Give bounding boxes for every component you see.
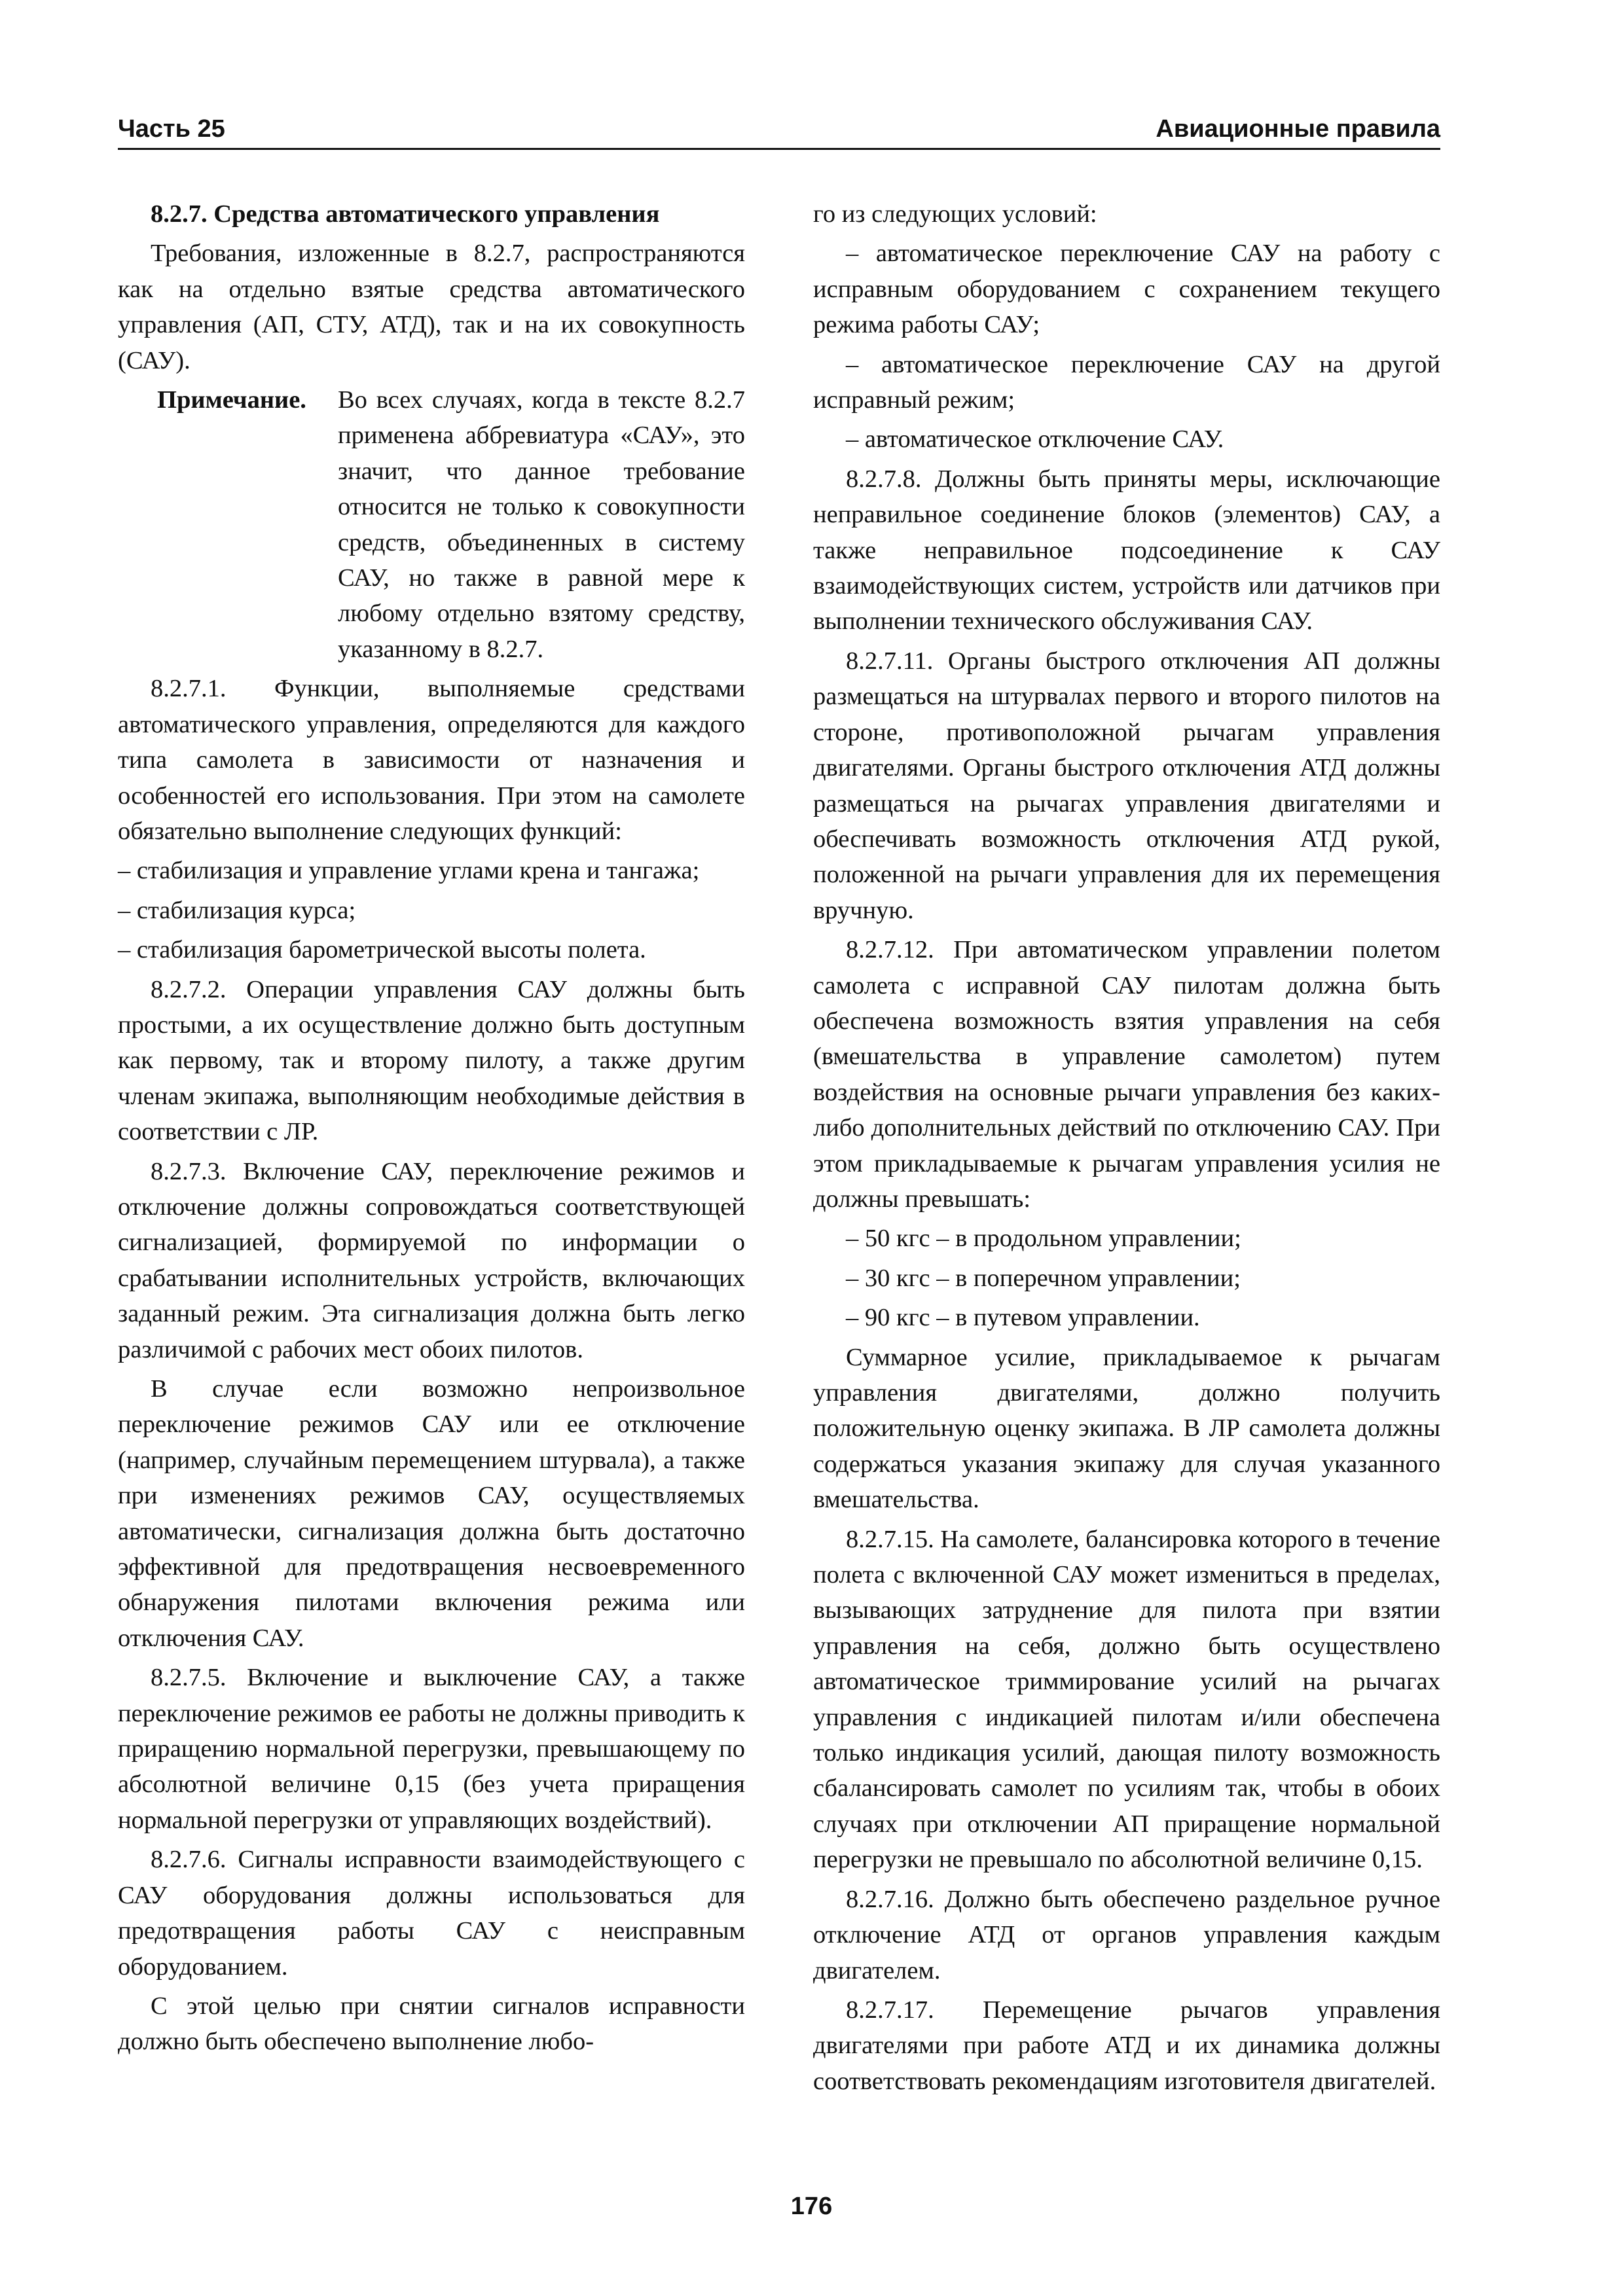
paragraph: го из следующих условий: [813, 200, 1097, 228]
paragraph: 8.2.7.11. Органы быстрого отключения АП должны размещаться на штурвалах первого и второго пилотов на стороне, противоположной рычагам управления двигателями. Органы быстрого отключения АТД должны размещаться на рычагах управления двигателями и обеспечивать возможность отключения АТД рукой, положенной на рычаги управления для их перемещения вручную. [813, 647, 1440, 924]
paragraph: 8.2.7.12. При автоматическом управлении полетом самолета с исправной САУ пилотам должна быть обеспечена возможность взятия управления на себя (вмешательства в управление самолетом) путем воздействия на основные рычаги управления без каких-либо дополнительных действий по отключению САУ. При этом прикладываемые к рычагам управления усилия не должны превышать: [813, 936, 1440, 1213]
page-number: 176 [790, 2193, 833, 2220]
paragraph: 8.2.7.5. Включение и выключение САУ, а также переключение режимов ее работы не должны приводить к приращению нормальной перегрузки, превышающему по абсолютной величине 0,15 (без учета приращения нормальной перегрузки от управляющих воздействий). [118, 1664, 745, 1834]
paragraph: 8.2.7.17. Перемещение рычагов управления двигателями при работе АТД и их динамика должны соответствовать рекомендациям изготовителя двигателей. [813, 1996, 1440, 2095]
paragraph: 8.2.7.2. Операции управления САУ должны быть простыми, а их осуществление должно быть доступным как первому, так и второму пилоту, а также другим членам экипажа, выполняющим необходимые действия в соответствии с ЛР. [118, 975, 745, 1146]
left-column [118, 196, 745, 2064]
list-item: – автоматическое переключение САУ на работу с исправным оборудованием с сохранением текущего режима работы САУ; [813, 240, 1440, 339]
list-item: – автоматическое отключение САУ. [846, 425, 1224, 454]
paragraph: Суммарное усилие, прикладываемое к рычагам управления двигателями, должно получить положительную оценку экипажа. В ЛР самолета должны содержаться указания экипажу для случая указанного вмешательства. [813, 1343, 1440, 1514]
paragraph: Требования, изложенные в 8.2.7, распространяются как на отдельно взятые средства автоматического управления (АП, СТУ, АТД), так и на их совокупность (САУ). [118, 240, 745, 374]
paragraph: 8.2.7.3. Включение САУ, переключение режимов и отключение должны сопровождаться соответствующей сигнализацией, формируемой по информации о срабатывании исполнительных устройств, включающих заданный режим. Эта сигнализация должна быть легко различимой с рабочих мест обоих пилотов. [118, 1157, 745, 1363]
list-item: – 90 кгс – в путевом управлении. [846, 1304, 1200, 1332]
note-text: Во всех случаях, когда в тексте 8.2.7 применена аббревиатура «САУ», это значит, что данное требование относится не только к совокупности средств, объединенных в систему САУ, но также в равной мере к любому отдельно взятому средству, указанному в 8.2.7. [338, 386, 745, 663]
paragraph: 8.2.7.15. На самолете, балансировка которого в течение полета с включенной САУ может измениться в пределах, вызывающих затруднение для пилота при взятии управления на себя, должно быть осуществлено автоматическое триммирование усилий на рычагах управления с индикацией пилотам и/или обеспечена только индикация усилий, дающая пилоту возможность сбалансировать самолет по усилиям так, чтобы в обоих случаях при отключении АП приращение нормальной перегрузки не превышало по абсолютной величине 0,15. [813, 1525, 1441, 1874]
list-item: – 30 кгс – в поперечном управлении; [846, 1264, 1241, 1292]
list-item: – стабилизация барометрической высоты полета. [118, 936, 646, 964]
page-header [118, 113, 1440, 152]
paragraph: 8.2.7.8. Должны быть приняты меры, исключающие неправильное соединение блоков (элементов) САУ, а также неправильное подсоединение к САУ взаимодействующих систем, устройств или датчиков при выполнении технического обслуживания САУ. [813, 465, 1440, 636]
list-item: – стабилизация и управление углами крена и тангажа; [118, 857, 700, 885]
paragraph: 8.2.7.16. Должно быть обеспечено раздельное ручное отключение АТД от органов управления каждым двигателем. [813, 1885, 1440, 1984]
note-label: Примечание. [157, 386, 306, 414]
right-column [813, 196, 1440, 2103]
note-block [118, 382, 745, 667]
list-item: – стабилизация курса; [118, 896, 356, 924]
header-divider [118, 148, 1440, 150]
paragraph: В случае если возможно непроизвольное переключение режимов САУ или ее отключение (например, случайным перемещением штурвала), а также при изменениях режимов САУ, осуществляемых автоматически, сигнализация должна быть достаточно эффективной для предотвращения несвоевременного обнаружения пилотами включения режима или отключения САУ. [118, 1375, 745, 1652]
paragraph: С этой целью при снятии сигналов исправности должно быть обеспечено выполнение любо- [118, 1992, 745, 2056]
paragraph: 8.2.7.1. Функции, выполняемые средствами автоматического управления, определяются для каждого типа самолета в зависимости от назначения и особенностей его использования. При этом на самолете обязательно выполнение следующих функций: [118, 675, 745, 845]
list-item: – автоматическое переключение САУ на другой исправный режим; [813, 350, 1440, 414]
section-title: 8.2.7. Средства автоматического управления [151, 200, 660, 228]
paragraph: 8.2.7.6. Сигналы исправности взаимодействующего с САУ оборудования должны использоваться для предотвращения работы САУ с неисправным оборудованием. [118, 1846, 745, 1981]
header-part-label: Часть 25 [118, 115, 225, 143]
header-document-title: Авиационные правила [1156, 115, 1440, 143]
list-item: – 50 кгс – в продольном управлении; [846, 1225, 1241, 1253]
